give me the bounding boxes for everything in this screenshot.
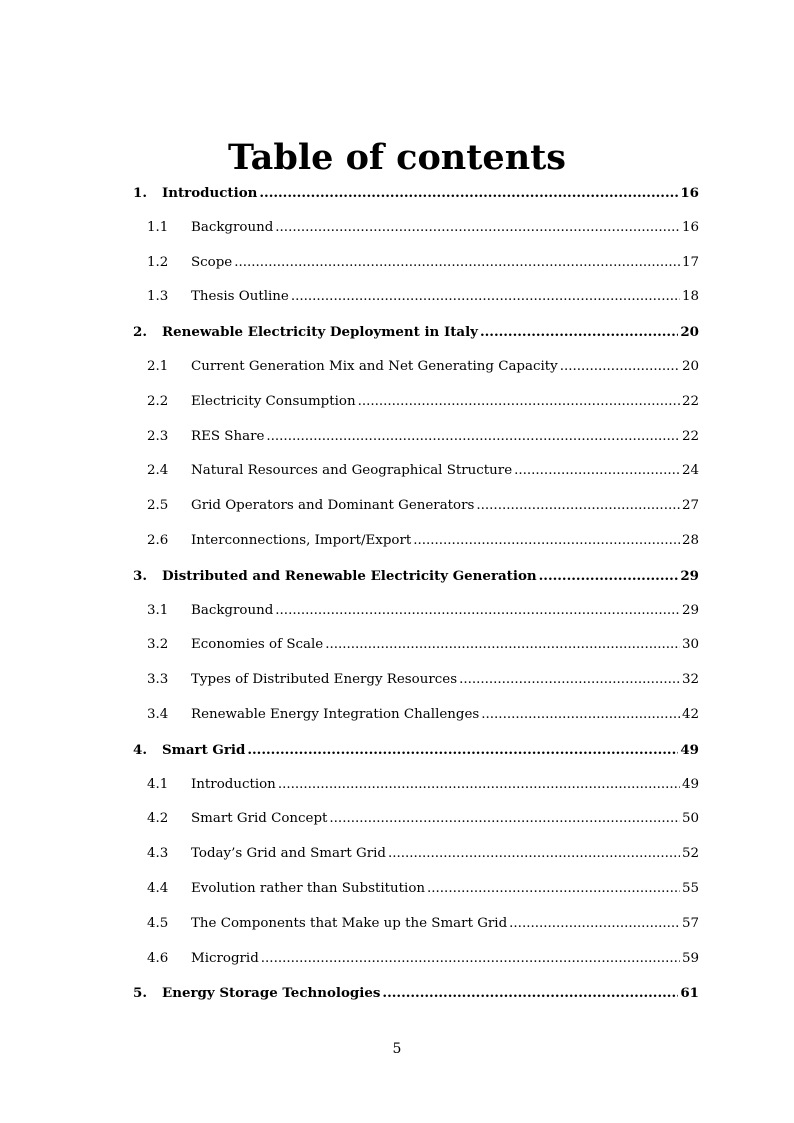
toc-entry[interactable] <box>0 698 794 732</box>
toc-entry[interactable] <box>0 907 794 941</box>
toc-entry-number: 3.3 <box>147 672 169 688</box>
toc-entry-title: Types of Distributed Energy Resources <box>191 672 458 688</box>
toc-entry-number: 1. <box>133 185 147 201</box>
toc-entry-title: Distributed and Renewable Electricity Generation <box>162 567 537 584</box>
toc-entry-number: 2.2 <box>147 393 169 409</box>
toc-entry-number: 1.2 <box>147 254 169 270</box>
page-title: Table of contents <box>227 137 567 179</box>
toc-entry-page: 49 <box>680 741 699 758</box>
toc-entry[interactable] <box>0 768 794 802</box>
toc-entry[interactable] <box>0 663 794 697</box>
toc-entry[interactable] <box>0 350 794 384</box>
toc-entry-page: 27 <box>681 498 699 514</box>
toc-entry-title: Interconnections, Import/Export <box>191 533 412 548</box>
dot-leader <box>247 733 678 767</box>
toc-entry-number: 2.4 <box>147 463 169 479</box>
toc-entry-title: Thesis Outline <box>191 289 289 305</box>
toc-entry-page: 29 <box>680 567 699 584</box>
toc-entry[interactable] <box>0 942 794 976</box>
toc-entry[interactable] <box>0 489 794 523</box>
dot-leader <box>266 420 680 454</box>
toc-entry[interactable] <box>0 872 794 906</box>
toc-entry-page: 16 <box>681 219 699 235</box>
dot-leader <box>275 211 680 245</box>
dot-leader <box>325 628 680 662</box>
toc-entry-title: Background <box>191 219 274 235</box>
toc-entry-page: 17 <box>681 254 699 270</box>
toc-entry-page: 18 <box>681 289 699 305</box>
toc-entry-number: 2.5 <box>147 498 169 514</box>
toc-entry-title: Grid Operators and Dominant Generators <box>191 498 475 514</box>
toc-entry-page: 22 <box>681 428 699 444</box>
toc-entry-number: 4.1 <box>147 776 169 792</box>
toc-entry-title: Electricity Consumption <box>191 393 356 409</box>
toc-entry-title: Introduction <box>191 776 276 792</box>
toc-entry-number: 5. <box>133 985 147 1002</box>
dot-leader <box>427 872 680 906</box>
toc-entry-page: 55 <box>681 881 699 896</box>
toc-entry-number: 3. <box>133 567 147 584</box>
toc-entry[interactable] <box>0 559 794 593</box>
toc-entry-page: 29 <box>681 602 699 618</box>
toc-entry-page: 16 <box>680 185 699 201</box>
toc-entry[interactable] <box>0 385 794 419</box>
toc-entry-title: Renewable Energy Integration Challenges <box>191 707 480 722</box>
toc-entry-page: 42 <box>681 707 699 722</box>
toc-entry[interactable] <box>0 454 794 488</box>
toc-entry-title: Introduction <box>162 185 258 201</box>
dot-leader <box>329 802 680 836</box>
toc-entry-number: 3.4 <box>147 707 169 722</box>
toc-entry[interactable] <box>0 733 794 767</box>
toc-entry-number: 2.6 <box>147 533 169 548</box>
dot-leader <box>291 280 680 314</box>
dot-leader <box>476 489 680 523</box>
toc-entry-title: Smart Grid Concept <box>191 811 328 827</box>
toc-entry-page: 30 <box>681 637 699 653</box>
dot-leader <box>261 942 680 976</box>
toc-entry-number: 4.2 <box>147 811 169 827</box>
toc-entry-page: 49 <box>681 776 699 792</box>
page-number: 5 <box>392 1041 402 1057</box>
toc-entry-page: 32 <box>681 672 699 688</box>
toc-entry[interactable] <box>0 594 794 628</box>
toc-entry-page: 20 <box>681 359 699 374</box>
dot-leader <box>358 385 680 419</box>
toc-entry[interactable] <box>0 315 794 349</box>
dot-leader <box>259 176 678 210</box>
toc-entry[interactable] <box>0 837 794 871</box>
toc-entry-title: Today’s Grid and Smart Grid <box>191 846 386 862</box>
toc-entry[interactable] <box>0 246 794 280</box>
toc-entry-number: 2. <box>133 324 147 341</box>
toc-entry[interactable] <box>0 280 794 314</box>
toc-entry-page: 57 <box>681 915 699 931</box>
dot-leader <box>459 663 680 697</box>
toc-entry[interactable] <box>0 176 794 210</box>
dot-leader <box>481 698 680 732</box>
toc-entry-page: 28 <box>681 533 699 548</box>
toc-entry-page: 61 <box>680 985 699 1002</box>
dot-leader <box>234 246 680 280</box>
toc-entry[interactable] <box>0 802 794 836</box>
toc-entry-title: Microgrid <box>191 950 259 966</box>
toc-entry-number: 4. <box>133 741 147 758</box>
dot-leader <box>480 315 678 349</box>
toc-entry-title: Background <box>191 602 274 618</box>
toc-entry[interactable] <box>0 976 794 1010</box>
dot-leader <box>382 976 678 1010</box>
toc-entry-page: 59 <box>681 950 699 966</box>
toc-entry-number: 4.5 <box>147 915 169 931</box>
toc-entry[interactable] <box>0 524 794 558</box>
toc-entry-page: 20 <box>680 324 699 341</box>
toc-entry-title: Economies of Scale <box>191 637 324 653</box>
toc-entry-number: 4.3 <box>147 846 169 862</box>
toc-entry-number: 3.1 <box>147 602 169 618</box>
toc-entry-number: 1.1 <box>147 219 169 235</box>
dot-leader <box>509 907 680 941</box>
dot-leader <box>413 524 680 558</box>
toc-entry-number: 3.2 <box>147 637 169 653</box>
toc-entry-page: 52 <box>681 846 699 862</box>
dot-leader <box>514 454 680 488</box>
toc-entry-title: The Components that Make up the Smart Grid <box>191 915 508 931</box>
toc-entry-title: Current Generation Mix and Net Generating Capacity <box>191 359 558 374</box>
dot-leader <box>388 837 680 871</box>
toc-entry-title: Renewable Electricity Deployment in Italy <box>162 324 478 341</box>
dot-leader <box>560 350 680 384</box>
toc-entry-number: 1.3 <box>147 289 169 305</box>
toc-entry-number: 2.3 <box>147 428 169 444</box>
toc-entry-number: 4.6 <box>147 950 169 966</box>
toc-entry-title: Evolution rather than Substitution <box>191 881 426 896</box>
toc-entry-page: 22 <box>681 393 699 409</box>
toc-entry-page: 50 <box>681 811 699 827</box>
toc-entry-title: Smart Grid <box>162 741 246 758</box>
toc-entry-title: Energy Storage Technologies <box>162 985 381 1002</box>
toc-entry[interactable] <box>0 211 794 245</box>
dot-leader <box>275 594 680 628</box>
toc-entry-page: 24 <box>681 463 699 479</box>
toc-entry-title: Scope <box>191 254 233 270</box>
toc-entry-number: 2.1 <box>147 359 169 374</box>
toc-entry-number: 4.4 <box>147 881 169 896</box>
toc-entry[interactable] <box>0 628 794 662</box>
toc-entry[interactable] <box>0 420 794 454</box>
dot-leader <box>278 768 680 802</box>
toc-entry-title: RES Share <box>191 428 265 444</box>
toc-entry-title: Natural Resources and Geographical Structure <box>191 463 513 479</box>
dot-leader <box>539 559 679 593</box>
